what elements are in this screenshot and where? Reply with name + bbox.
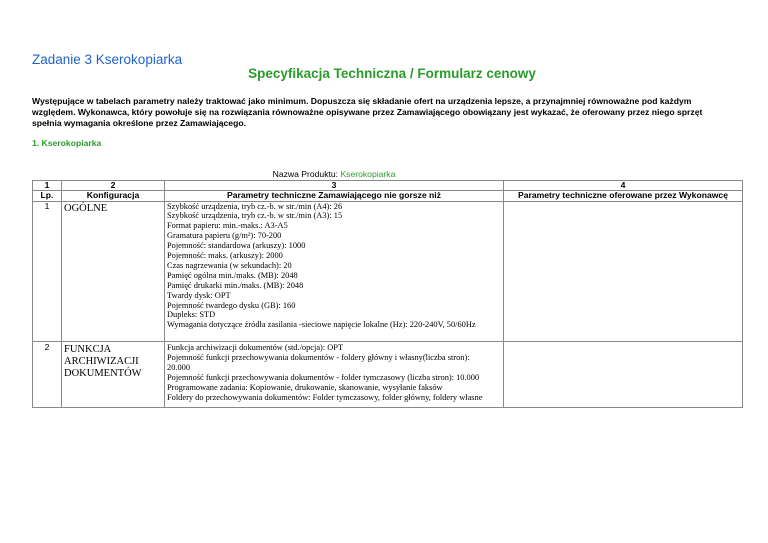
table-row xyxy=(33,201,743,342)
param-line: Format papieru: min.-maks.: A3-A5 xyxy=(167,221,288,231)
param-line: Dupleks: STD xyxy=(167,310,216,320)
param-line: Szybkość urządzenia, tryb cz.-b. w str./min (A4): 26 xyxy=(167,201,343,211)
spec-table xyxy=(32,169,743,408)
param-line: Programowane zadania: Kopiowanie, drukowanie, skanowanie, wysyłanie faksów xyxy=(167,382,443,392)
param-line: Twardy dysk: OPT xyxy=(167,290,231,300)
product-name-row xyxy=(33,169,743,180)
col-number-3: 3 xyxy=(165,180,504,191)
param-line: Czas nagrzewania (w sekundach): 20 xyxy=(167,260,292,270)
product-name-cell xyxy=(165,169,504,180)
row-category: FUNKCJA ARCHIWIZACJI DOKUMENTÓW xyxy=(62,342,165,407)
header-required-params: Parametry techniczne Zamawiającego nie gorsze niż xyxy=(165,191,504,202)
header-configuration: Konfiguracja xyxy=(62,191,165,202)
product-label: Nazwa Produktu: xyxy=(272,169,341,179)
param-line: Pamięć drukarki min./maks. (MB): 2048 xyxy=(167,280,304,290)
param-line: Pojemność twardego dysku (GB): 160 xyxy=(167,300,296,310)
row-parameters xyxy=(165,342,504,407)
param-line: Szybkość urządzenia, tryb cz.-b. w str./min (A3): 15 xyxy=(167,211,343,221)
row-number: 2 xyxy=(33,342,62,407)
header-lp: Lp. xyxy=(33,191,62,202)
offered-params-cell[interactable] xyxy=(504,342,743,407)
param-line: Pojemność funkcji przechowywania dokumentów - foldery główny i własny(liczba stron): 20.000 xyxy=(167,353,470,373)
header-offered-params: Parametry techniczne oferowane przez Wykonawcę xyxy=(504,191,743,202)
column-number-row xyxy=(33,180,743,191)
param-line: Pojemność: maks. (arkuszy): 2000 xyxy=(167,251,283,261)
param-line: Gramatura papieru (g/m²): 70-200 xyxy=(167,231,282,241)
row-category: OGÓLNE xyxy=(62,201,165,342)
col-number-4: 4 xyxy=(504,180,743,191)
product-name: Kserokopiarka xyxy=(340,169,396,179)
task-title: Zadanie 3 Kserokopiarka xyxy=(32,52,183,67)
col-number-2: 2 xyxy=(62,180,165,191)
spec-title: Specyfikacja Techniczna / Formularz cenowy xyxy=(248,66,536,81)
section-title: 1. Kserokopiarka xyxy=(32,138,102,148)
intro-paragraph: Występujące w tabelach parametry należy traktować jako minimum. Dopuszcza się składanie ofert na urządzenia lepsze, a przynajmniej równoważne pod każdym względem. Wykonawca, który powołuje się na rozwiązania równoważne opisywane przez Zamawiającego obowiązany jest wykazać, że oferowany przez niego sprzęt spełnia wymagania określone przez Zamawiającego. xyxy=(32,96,703,128)
param-line: Pojemność: standardowa (arkuszy): 1000 xyxy=(167,241,306,251)
table-row xyxy=(33,342,743,407)
row-parameters xyxy=(165,201,504,342)
param-line: Pamięć ogólna min./maks. (MB): 2048 xyxy=(167,270,298,280)
param-line: Funkcja archiwizacji dokumentów (std./opcja): OPT xyxy=(167,343,344,353)
param-line: Wymagania dotyczące źródła zasilania -sieciowe napięcie lokalne (Hz): 220-240V, 50/60Hz xyxy=(167,320,476,330)
param-line: Foldery do przechowywania dokumentów: Folder tymczasowy, folder główny, foldery własne xyxy=(167,392,483,402)
column-header-row xyxy=(33,191,743,202)
offered-params-cell[interactable] xyxy=(504,201,743,342)
param-line: Pojemność funkcji przechowywania dokumentów - folder tymczasowy (liczba stron): 10.000 xyxy=(167,373,480,382)
row-number: 1 xyxy=(33,201,62,342)
col-number-1: 1 xyxy=(33,180,62,191)
